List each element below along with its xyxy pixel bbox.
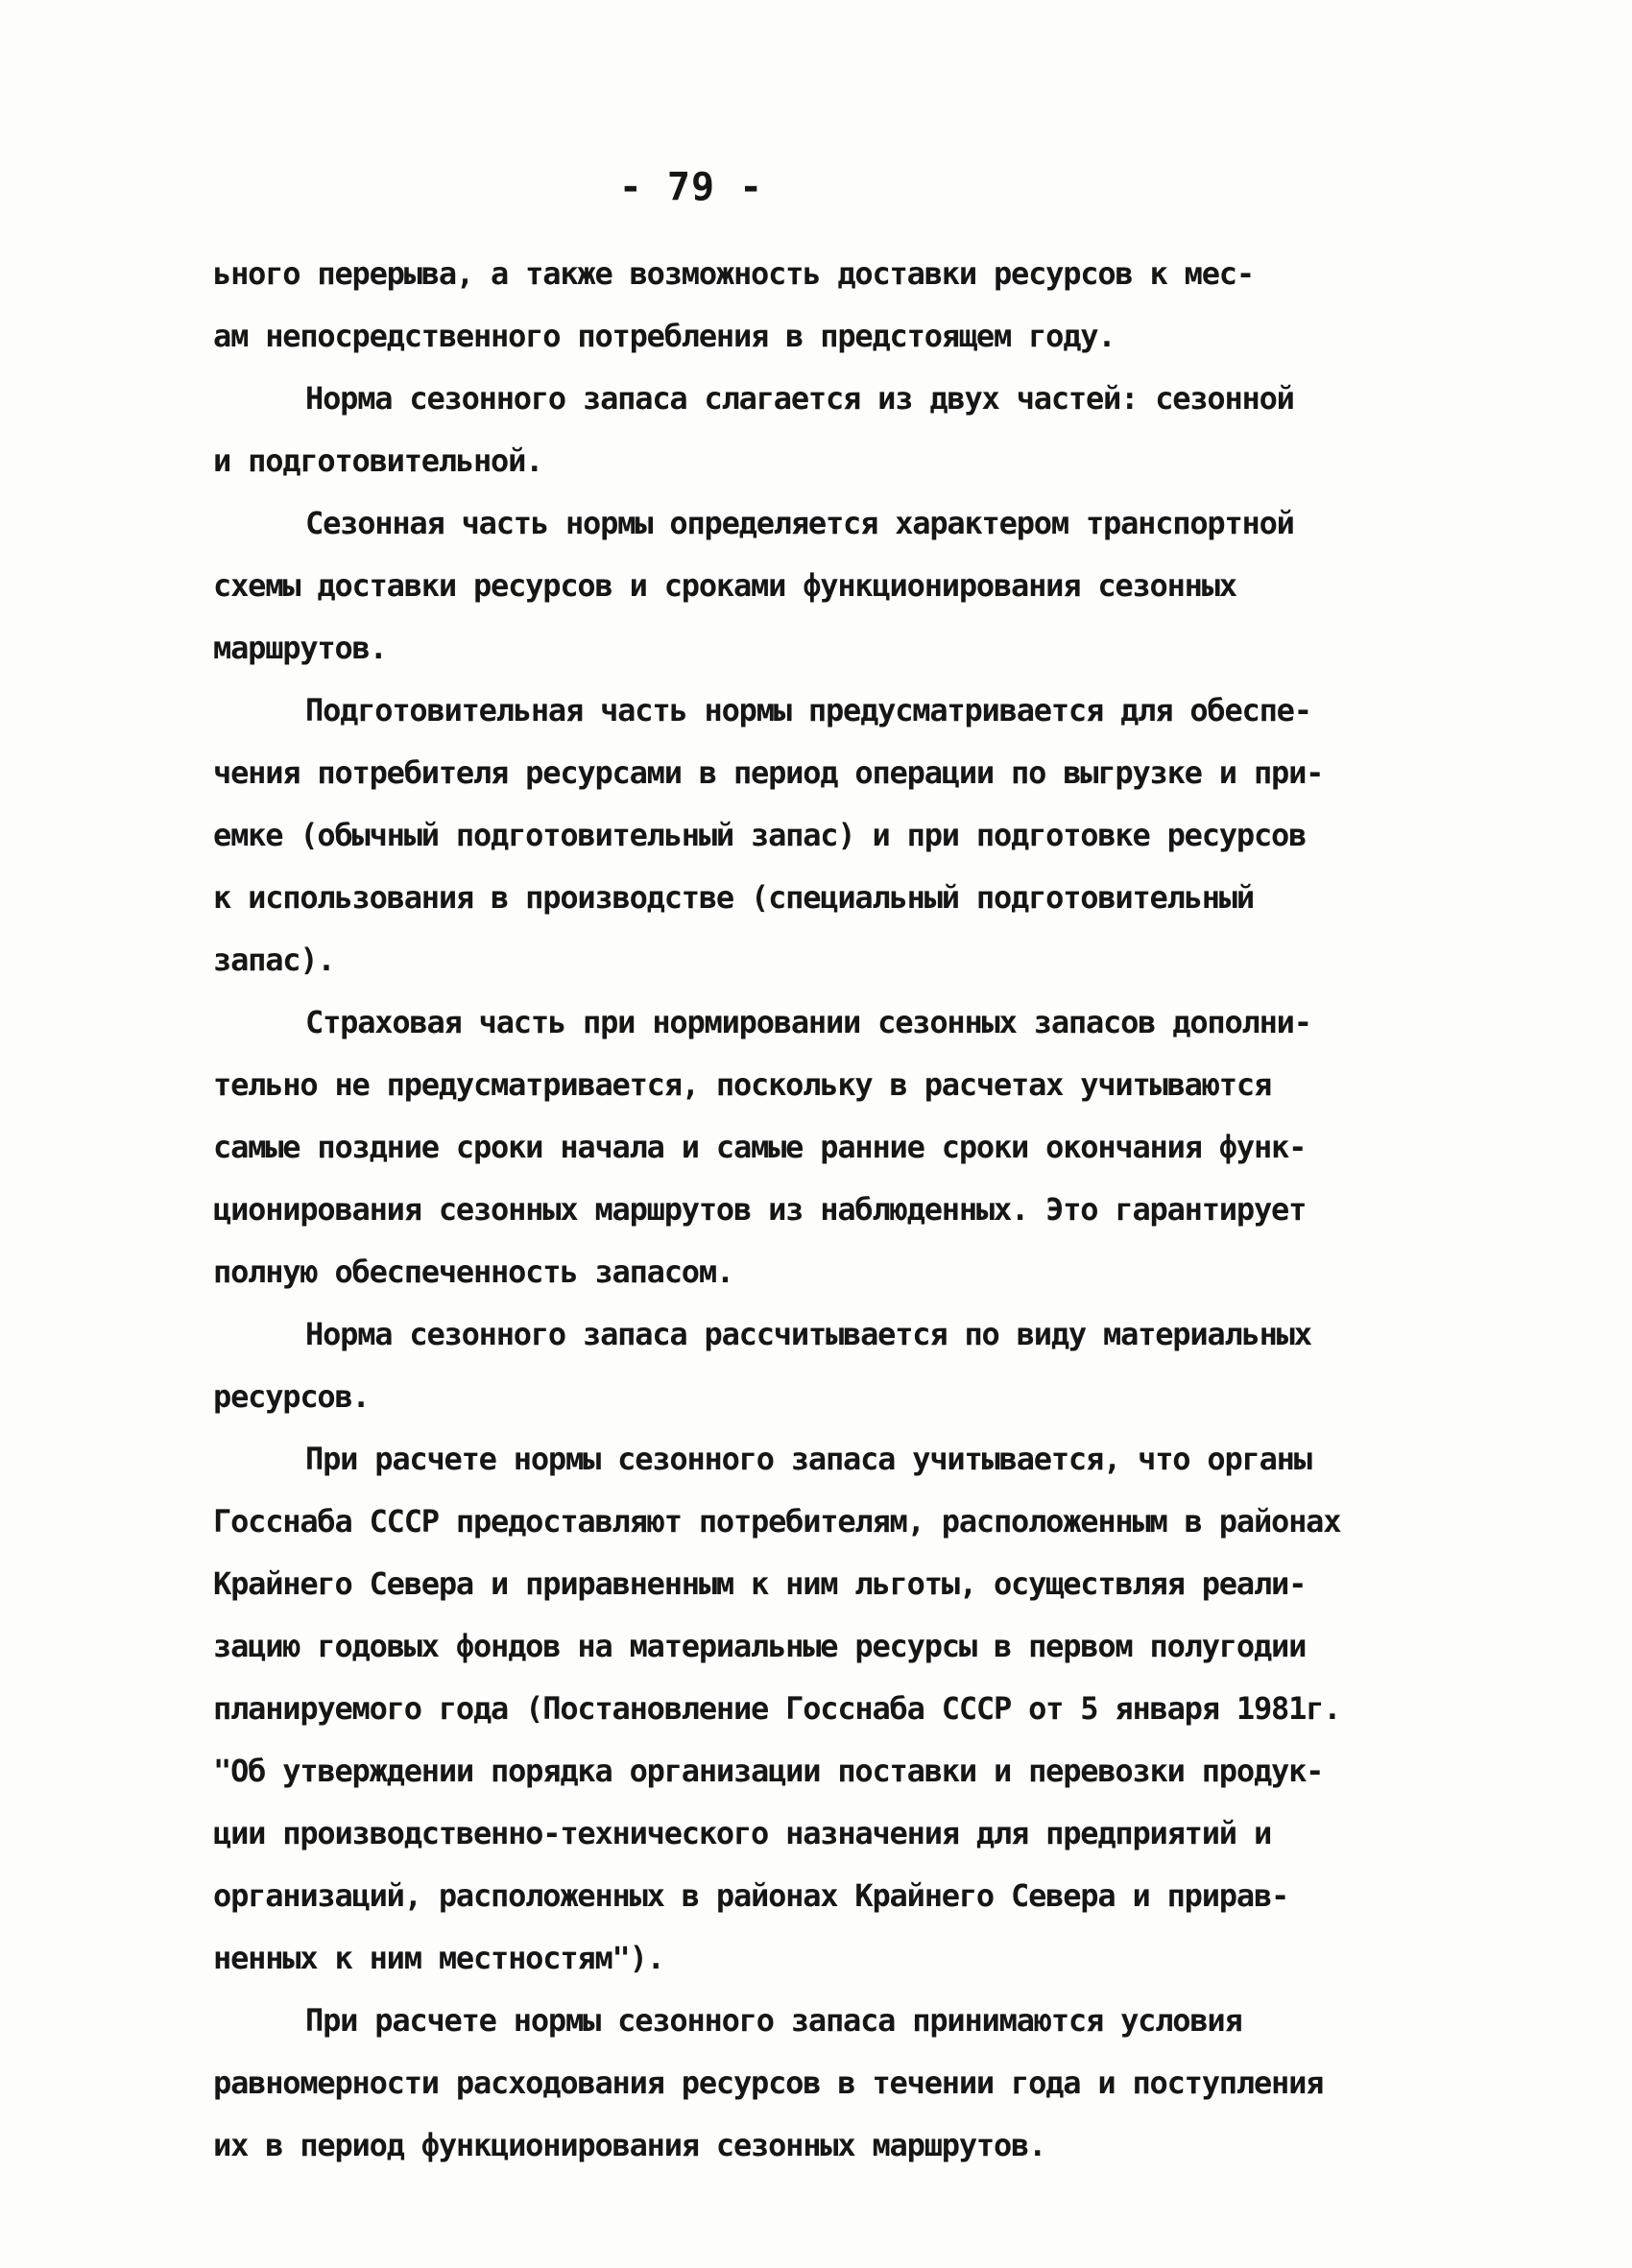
- text-line: схемы доставки ресурсов и сроками функционирования сезонных: [213, 567, 1236, 604]
- text-line: планируемого года (Постановление Госснаба СССР от 5 января 1981г.: [213, 1690, 1341, 1727]
- text-line: ции производственно-технического назначения для предприятий и: [213, 1815, 1272, 1851]
- text-line: самые поздние сроки начала и самые ранние сроки окончания функ-: [213, 1129, 1307, 1165]
- text-line: Сезонная часть нормы определяется характером транспортной: [305, 505, 1294, 541]
- text-line: равномерности расходования ресурсов в течении года и поступления: [213, 2065, 1324, 2101]
- text-line: Подготовительная часть нормы предусматривается для обеспе-: [305, 692, 1311, 728]
- text-line: ционирования сезонных маршрутов из наблюденных. Это гарантирует: [213, 1191, 1307, 1228]
- text-line: полную обеспеченность запасом.: [213, 1253, 733, 1290]
- text-line: Норма сезонного запаса слагается из двух частей: сезонной: [305, 380, 1294, 417]
- text-line: и подготовительной.: [213, 442, 543, 479]
- text-line: Страховая часть при нормировании сезонных запасов дополни-: [305, 1004, 1311, 1040]
- text-line: Госснаба СССР предоставляют потребителям, расположенным в районах: [213, 1503, 1341, 1540]
- text-line: емке (обычный подготовительный запас) и при подготовке ресурсов: [213, 817, 1307, 853]
- text-line: чения потребителя ресурсами в период операции по выгрузке и при-: [213, 754, 1324, 791]
- text-line: Норма сезонного запаса рассчитывается по виду материальных: [305, 1316, 1311, 1352]
- page-number: - 79 -: [618, 165, 764, 209]
- text-line: Крайнего Севера и приравненным к ним льготы, осуществляя реали-: [213, 1565, 1307, 1602]
- text-line: При расчете нормы сезонного запаса принимаются условия: [305, 2002, 1242, 2039]
- text-line: ресурсов.: [213, 1378, 370, 1415]
- text-line: ам непосредственного потребления в предстоящем году.: [213, 318, 1116, 354]
- body-text: [213, 243, 1452, 2177]
- text-line: маршрутов.: [213, 630, 387, 666]
- text-line: При расчете нормы сезонного запаса учитывается, что органы: [305, 1441, 1311, 1477]
- text-line: ненных к ним местностям").: [213, 1940, 664, 1976]
- text-line: запас).: [213, 942, 335, 978]
- text-line: к использования в производстве (специальный подготовительный: [213, 879, 1254, 916]
- text-line: ьного перерыва, а также возможность доставки ресурсов к мес-: [213, 255, 1254, 292]
- text-line: "Об утверждении порядка организации поставки и перевозки продук-: [213, 1753, 1324, 1789]
- text-line: тельно не предусматривается, поскольку в расчетах учитываются: [213, 1066, 1272, 1103]
- text-line: их в период функционирования сезонных маршрутов.: [213, 2127, 1046, 2163]
- text-line: организаций, расположенных в районах Крайнего Севера и прирав-: [213, 1877, 1289, 1914]
- text-line: зацию годовых фондов на материальные ресурсы в первом полугодии: [213, 1628, 1307, 1664]
